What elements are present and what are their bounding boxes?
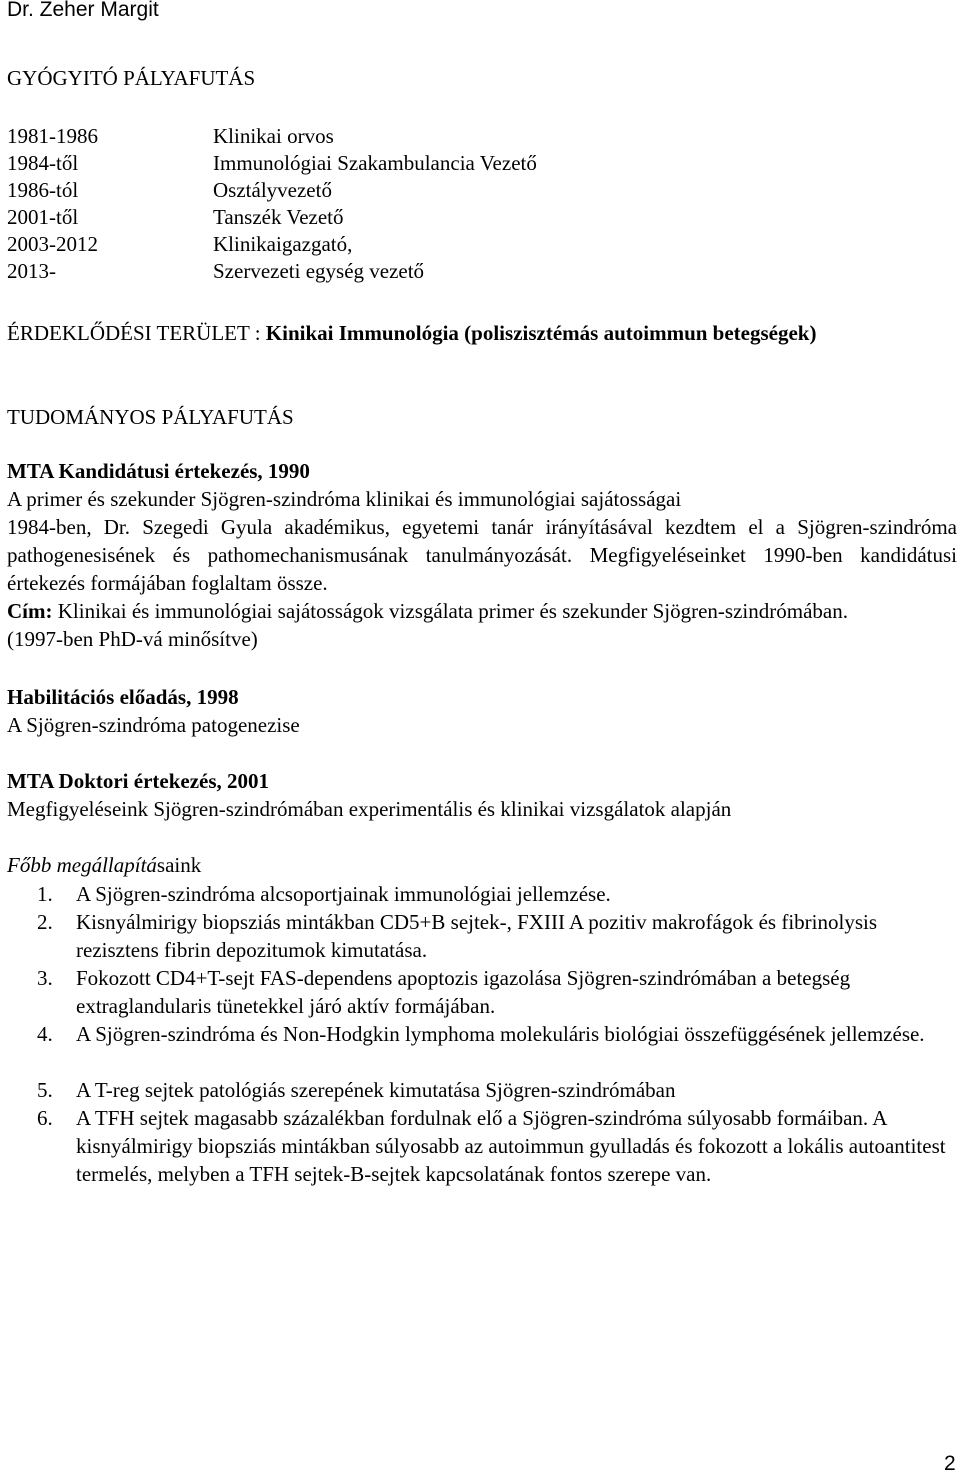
career-years: 2003-2012 [7, 232, 98, 256]
candidate-subtitle: A primer és szekunder Sjögren-szindróma klinikai és immunológiai sajátosságai [7, 487, 682, 511]
phd-note: (1997-ben PhD-vá minősítve) [7, 627, 258, 651]
habilitation-subtitle: A Sjögren-szindróma patogenezise [7, 713, 300, 737]
candidate-paragraph [7, 513, 957, 653]
list-number: 4. [37, 1022, 53, 1046]
career-role: Osztályvezető [213, 178, 332, 202]
author-name: Dr. Zeher Margit [7, 0, 159, 21]
list-number: 1. [37, 882, 53, 906]
thesis-title-value: Klinikai és immunológiai sajátosságok vizsgálata primer és szekunder Sjögren-szindrómában. [57, 599, 848, 623]
habilitation-heading: Habilitációs előadás, 1998 [7, 685, 239, 709]
list-number: 3. [37, 966, 53, 990]
career-role: Szervezeti egység vezető [213, 259, 425, 283]
page-number: 2 [944, 1452, 956, 1475]
career-years: 2013- [7, 259, 56, 283]
career-role: Klinikaigazgató, [213, 232, 353, 256]
list-text: A Sjögren-szindróma és Non-Hodgkin lymphoma molekuláris biológiai összefüggésének jellemzése. [76, 1022, 925, 1046]
career-years: 1981-1986 [7, 124, 98, 148]
findings-heading [7, 852, 201, 878]
career-years: 2001-től [7, 205, 79, 229]
list-number: 2. [37, 910, 53, 934]
list-text: A T-reg sejtek patológiás szerepének kimutatása Sjögren-szindrómában [76, 1078, 676, 1102]
list-number: 6. [37, 1106, 53, 1130]
list-text: A TFH sejtek magasabb százalékban fordulnak elő a Sjögren-szindróma súlyosabb formáiban. A kisnyálmirigy biopsziás mintákban súlyosabb az autoimmun gyulladás és fokozott a lokális autoantitest termelés, melyben a TFH sejtek-B-sejtek kapcsolatának fontos szerepe van. [76, 1106, 946, 1186]
interest-line [7, 320, 816, 346]
doctor-subtitle: Megfigyeléseink Sjögren-szindrómában experimentális és klinikai vizsgálatok alapján [7, 797, 732, 821]
list-text: Kisnyálmirigy biopsziás mintákban CD5+B sejtek-, FXIII A pozitiv makrofágok és fibrinolysis rezisztens fibrin depozitumok kimutatása. [76, 910, 877, 962]
candidate-heading: MTA Kandidátusi értekezés, 1990 [7, 459, 310, 483]
list-number: 5. [37, 1078, 53, 1102]
career-role: Immunológiai Szakambulancia Vezető [213, 151, 537, 175]
scientific-career-title: TUDOMÁNYOS PÁLYAFUTÁS [7, 405, 294, 429]
thesis-title-label: Cím: [7, 599, 53, 623]
doctor-heading: MTA Doktori értekezés, 2001 [7, 769, 270, 793]
findings-heading-rest: saink [156, 853, 202, 877]
list-text: A Sjögren-szindróma alcsoportjainak immunológiai jellemzése. [76, 882, 611, 906]
list-text: Fokozott CD4+T-sejt FAS-dependens apoptozis igazolása Sjögren-szindrómában a betegség extraglandularis tünetekkel járó aktív formájában. [76, 966, 851, 1018]
career-years: 1986-tól [7, 178, 79, 202]
career-years: 1984-től [7, 151, 79, 175]
interest-value: Kinikai Immunológia (poliszisztémás autoimmun betegségek) [265, 321, 817, 345]
thesis-title-line [7, 597, 957, 625]
findings-heading-italic: Főbb megállapítá [7, 853, 157, 877]
career-role: Tanszék Vezető [213, 205, 344, 229]
interest-label: ÉRDEKLŐDÉSI TERÜLET : [7, 321, 261, 345]
healing-career-title: GYÓGYITÓ PÁLYAFUTÁS [7, 66, 256, 90]
career-role: Klinikai orvos [213, 124, 334, 148]
candidate-paragraph-text: 1984-ben, Dr. Szegedi Gyula akadémikus, egyetemi tanár irányításával kezdtem el a Sjögren-szindróma pathogenesisének és pathomechanismusának tanulmányozását. Megfigyeléseinket 1990-ben kandidátusi értekezés formájában foglaltam össze. [7, 515, 957, 595]
